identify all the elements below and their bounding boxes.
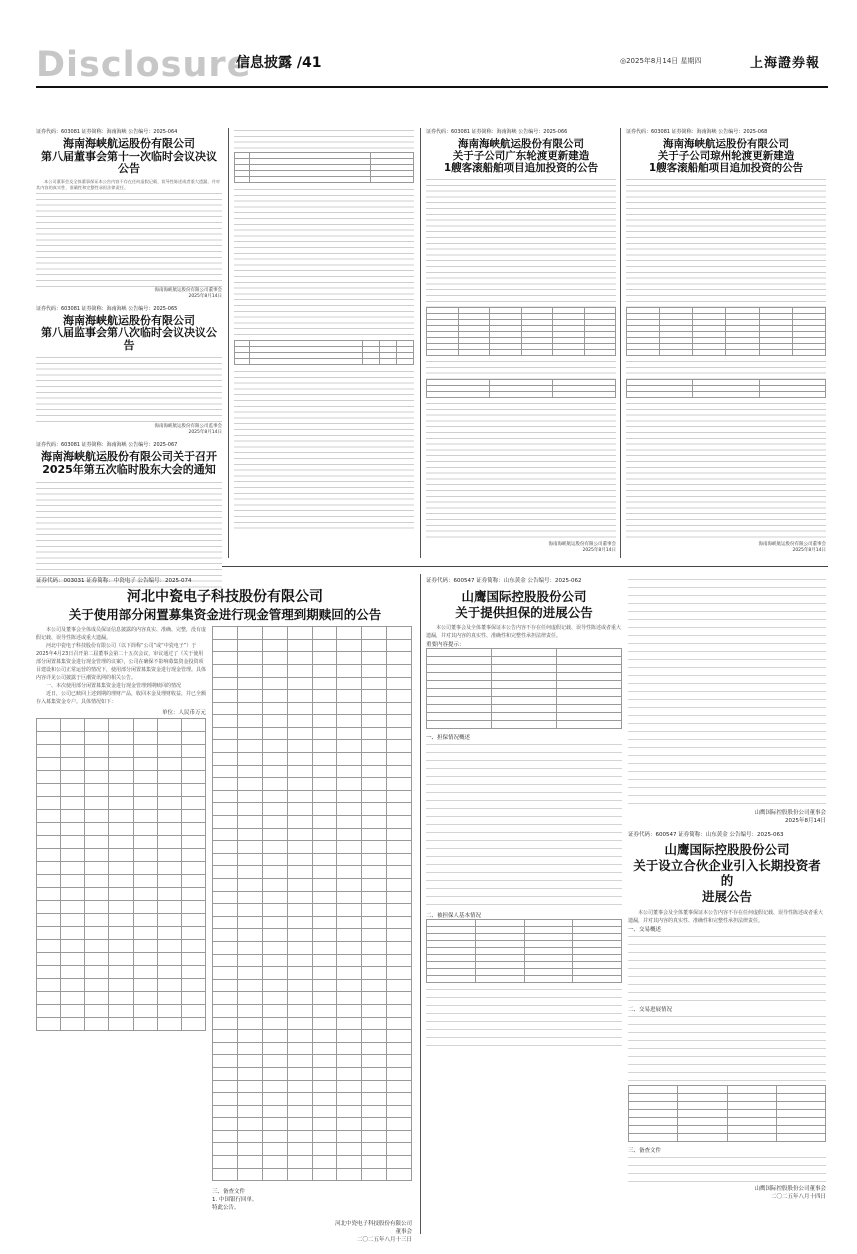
notice-body [628,1154,826,1184]
notice-signer: 山鹰国际控股股份公司董事会 [754,810,826,816]
notice-signer: 海南海峡航运股份有限公司董事会 [758,542,826,548]
notice-heading: 一、担保情况概述 [426,735,471,742]
notice-shanying-guarantee [426,576,622,1236]
notice-date: 2025年8月14日 [188,430,222,436]
notice-title: 海南海峡航运股份有限公司 [663,138,789,150]
notice-title: 关于子公司琼州轮渡更新建造 [657,150,795,163]
notice-board-meeting [36,128,222,560]
notice-meta: 证券代码：600547 证券简称：山东黄金 公告编号：2025-062 [426,578,582,584]
notice-body [628,576,826,808]
guarantee-detail-table [426,919,622,983]
partnership-table [628,1085,826,1142]
notice-body [626,177,826,307]
notice-body [426,986,622,1046]
notice-date: 2025年8月14日 [792,548,826,554]
notice-title: 第八届监事会第八次临时会议决议公告 [41,326,217,352]
column-divider [420,574,421,1234]
notice-title: 进展公告 [701,888,752,904]
notice-meta: 证券代码：603081 证券简称：海南海峡 公告编号：2025-068 [626,129,768,135]
notice-lead: 本公司董事会及全体董事保证本公告内容不存在任何虚假记载、误导性陈述或者重大遗漏，并对其内容的真实性、准确性和完整性承担法律责任。 [628,909,824,924]
notice-shanying-right [628,576,826,1236]
notice-heading: 二、被担保人基本情况 [426,913,482,920]
notice-title: 海南海峡航运股份有限公司 [63,137,195,150]
header-rule [36,86,828,88]
redemption-table-continued [212,626,412,1181]
newspaper-brand: 上海證券報 [750,56,821,71]
notice-body [234,369,414,529]
column-divider [228,128,229,558]
notice-body: 河北中瓷电子科技股份有限公司（以下简称“公司”或“中瓷电子”）于2025年4月23日召开第二届董事会第二十五次会议，审议通过了《关于使用部分闲置募集资金进行现金管理的议案》，公司在确保不影响募集资金投资项目建设和公司正常运营的情况下，使用部分闲置募集资金进行现金管理。具体内容详见公司披露于巨潮资讯网的相关公告。 [36,643,207,682]
notice-signer: 海南海峡航运股份有限公司监事会 [154,424,222,430]
resolution-table [234,152,414,183]
issue-date: ◎2025年8月14日 星期四 [620,57,702,65]
notice-lead: 本公司及董事会全体成员保证信息披露的内容真实、准确、完整，没有虚假记载、误导性陈述或重大遗漏。 [36,627,207,642]
notice-title: 河北中瓷电子科技股份有限公司 [127,589,323,605]
notice-body [36,191,222,287]
notice-lead: 本公司董事会及全体董事保证本公告内容不存在任何虚假记载、误导性陈述或者重大遗漏，并对其内容的真实性、准确性和完整性承担法律责任。 [426,625,622,640]
notice-body: 1. 中国银行回单。 [212,1197,258,1204]
notice-body [626,359,826,379]
notice-title: 山鹰国际控股股份公司 [664,842,790,857]
notice-meta: 证券代码：003031 证券简称：中瓷电子 公告编号：2025-074 [36,578,192,584]
notice-meta: 证券代码：603081 证券简称：海南海峡 公告编号：2025-065 [36,305,178,312]
notice-body: 近日，公司已赎回上述到期的理财产品，收回本金及理财收益，并已全额存入募集资金专户。具体情况如下： [36,691,207,706]
notice-lead: 本公司董事会及全体董事保证本公告内容不存在任何虚假记载、误导性陈述或者重大遗漏，并对其内容的真实性、准确性和完整性承担法律责任。 [36,178,220,190]
guarantee-table [426,648,622,729]
notice-title: 1艘客滚船舶项目追加投资的公告 [648,162,804,175]
notice-meta: 证券代码：603081 证券简称：海南海峡 公告编号：2025-067 [36,442,178,449]
notice-title: 第八届董事会第十一次临时会议决议公告 [41,149,217,176]
summary-table [426,379,616,398]
notice-body [628,1013,826,1085]
notice-body [426,177,616,307]
notice-heading: 三、备查文件 [212,1189,246,1196]
investment-table [626,307,826,356]
notice-meta: 证券代码：603081 证券简称：海南海峡 公告编号：2025-066 [426,129,568,135]
notice-zhongci-cash-management [36,576,414,1244]
notice-signer: 山鹰国际控股股份公司董事会 [754,1185,826,1192]
unit-label: 单位：人民币万元 [161,710,206,717]
section-title: 信息披露 /41 [236,55,322,71]
notice-title: 关于提供担保的进展公告 [455,604,593,620]
notice-body [426,401,616,541]
notice-heading: 一、本次使用部分闲置募集资金进行现金管理到期赎回的情况 [46,683,182,690]
proxy-table [234,340,414,365]
notice-heading: 一、交易概述 [628,926,662,933]
notice-date: 二〇二五年八月十三日 [356,1237,412,1244]
notice-title: 海南海峡航运股份有限公司 [63,313,195,327]
notice-meeting-continued [234,128,414,560]
notice-body [36,355,222,423]
redemption-table [36,718,206,1031]
notice-date: 2025年8月14日 [785,818,826,824]
notice-heading: 二、交易进展情况 [628,1006,673,1013]
section-logo: Disclosure [36,45,252,85]
notice-signer: 董事会 [395,1229,412,1236]
notice-date: 2025年8月14日 [188,293,222,299]
summary-table [626,379,826,398]
notice-title: 海南海峡航运股份有限公司关于召开 [41,450,217,464]
notice-meta: 证券代码：600547 证券简称：山东黄金 公告编号：2025-063 [628,832,784,838]
notice-body [234,128,414,152]
notice-body [626,401,826,541]
notice-body [234,187,414,337]
notice-body [426,741,622,911]
notice-body: 特此公告。 [212,1205,240,1212]
notice-title: 海南海峡航运股份有限公司 [458,138,584,150]
notice-body [36,480,222,590]
notice-qiongzhou-ferry [626,128,826,560]
notice-title: 山鹰国际控股股份公司 [461,589,587,604]
notice-date: 二〇二五年八月十四日 [770,1193,826,1200]
notice-title: 关于设立合伙企业引入长期投资者的 [633,857,821,889]
notice-title: 1艘客滚船舶项目追加投资的公告 [443,162,599,175]
notice-signer: 海南海峡航运股份有限公司董事会 [154,287,222,293]
notice-heading: 重要内容提示： [426,642,465,649]
notice-guangdong-ferry [426,128,616,560]
notice-signer: 海南海峡航运股份有限公司董事会 [548,542,616,548]
notice-body [426,359,616,379]
column-divider [620,128,621,558]
notice-title: 2025年第五次临时股东大会的通知 [42,463,216,477]
notice-heading: 三、备查文件 [628,1147,662,1154]
notice-signer: 河北中瓷电子科技股份有限公司 [334,1221,412,1228]
notice-title: 关于子公司广东轮渡更新建造 [452,150,590,163]
investment-table [426,307,616,356]
notice-body [628,933,826,1005]
notice-title: 关于使用部分闲置募集资金进行现金管理到期赎回的公告 [68,606,382,622]
notice-date: 2025年8月14日 [582,548,616,554]
column-divider [420,128,421,558]
notice-meta: 证券代码：603081 证券简称：海南海峡 公告编号：2025-064 [36,129,178,135]
